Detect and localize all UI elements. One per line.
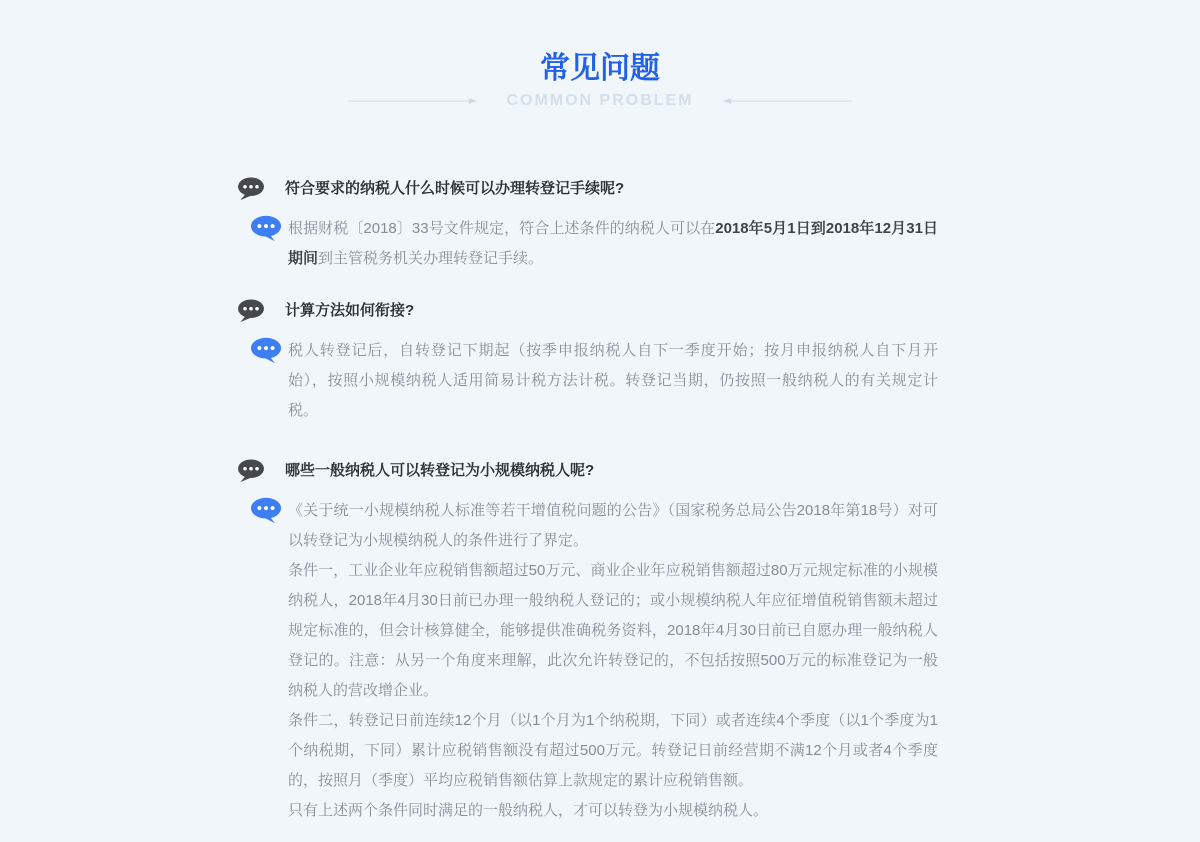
left-decorative-line-icon xyxy=(348,97,478,105)
question-bubble-icon xyxy=(237,299,265,323)
answer-bubble-icon xyxy=(250,215,282,242)
faq-item xyxy=(237,458,938,826)
answer-bubble-icon xyxy=(250,497,282,524)
answer-bubble-icon xyxy=(250,337,282,364)
right-decorative-line-icon xyxy=(722,97,852,105)
question-text: 计算方法如何衔接? xyxy=(285,302,415,319)
answer-row xyxy=(237,336,938,426)
answer-paragraph: 条件一，工业企业年应税销售额超过50万元、商业企业年应税销售额超过80万元规定标准的小规模纳税人，2018年4月30日前已办理一般纳税人登记的；或小规模纳税人年应征增值税销售额未超过规定标准的，但会计核算健全，能够提供准确税务资料，2018年4月30日前已自愿办理一般纳税人登记的。注意：从另一个角度来理解，此次允许转登记的，不包括按照500万元的标准登记为一般纳税人的营改增企业。 xyxy=(288,562,938,699)
page-subtitle: COMMON PROBLEM xyxy=(506,92,694,109)
answer-paragraph: 条件二，转登记日前连续12个月（以1个月为1个纳税期，下同）或者连续4个季度（以1个季度为1个纳税期，下同）累计应税销售额没有超过500万元。转登记日前经营期不满12个月或者4个季度的，按照月（季度）平均应税销售额估算上款规定的累计应税销售额。 xyxy=(288,712,938,789)
answer-text xyxy=(288,214,938,274)
question-row xyxy=(237,298,938,324)
answer-highlight: 2018年5月1日到2018年12月31日期间 xyxy=(288,220,938,267)
answer-paragraph: 只有上述两个条件同时满足的一般纳税人，才可以转登为小规模纳税人。 xyxy=(288,802,769,819)
question-text: 符合要求的纳税人什么时候可以办理转登记手续呢? xyxy=(285,180,625,197)
faq-header xyxy=(0,0,1200,110)
page-title: 常见问题 xyxy=(540,52,660,85)
answer-text-part: 根据财税〔2018〕33号文件规定，符合上述条件的纳税人可以在 xyxy=(288,220,716,237)
faq-list xyxy=(237,176,938,826)
answer-text-part: 到主管税务机关办理转登记手续。 xyxy=(318,250,544,267)
answer-paragraph: 《关于统一小规模纳税人标准等若干增值税问题的公告》（国家税务总局公告2018年第18号）对可以转登记为小规模纳税人的条件进行了界定。 xyxy=(288,502,938,549)
answer-row xyxy=(237,496,938,826)
faq-item xyxy=(237,298,938,426)
subtitle-row xyxy=(0,92,1200,110)
question-row xyxy=(237,176,938,202)
question-bubble-icon xyxy=(237,459,265,483)
answer-text: 税人转登记后，自转登记下期起（按季申报纳税人自下一季度开始；按月申报纳税人自下月开始），按照小规模纳税人适用简易计税方法计税。转登记当期，仍按照一般纳税人的有关规定计税。 xyxy=(288,342,938,419)
faq-item xyxy=(237,176,938,274)
answer-row xyxy=(237,214,938,274)
question-bubble-icon xyxy=(237,177,265,201)
answer-text xyxy=(288,496,938,826)
question-text: 哪些一般纳税人可以转登记为小规模纳税人呢? xyxy=(285,462,595,479)
question-row xyxy=(237,458,938,484)
